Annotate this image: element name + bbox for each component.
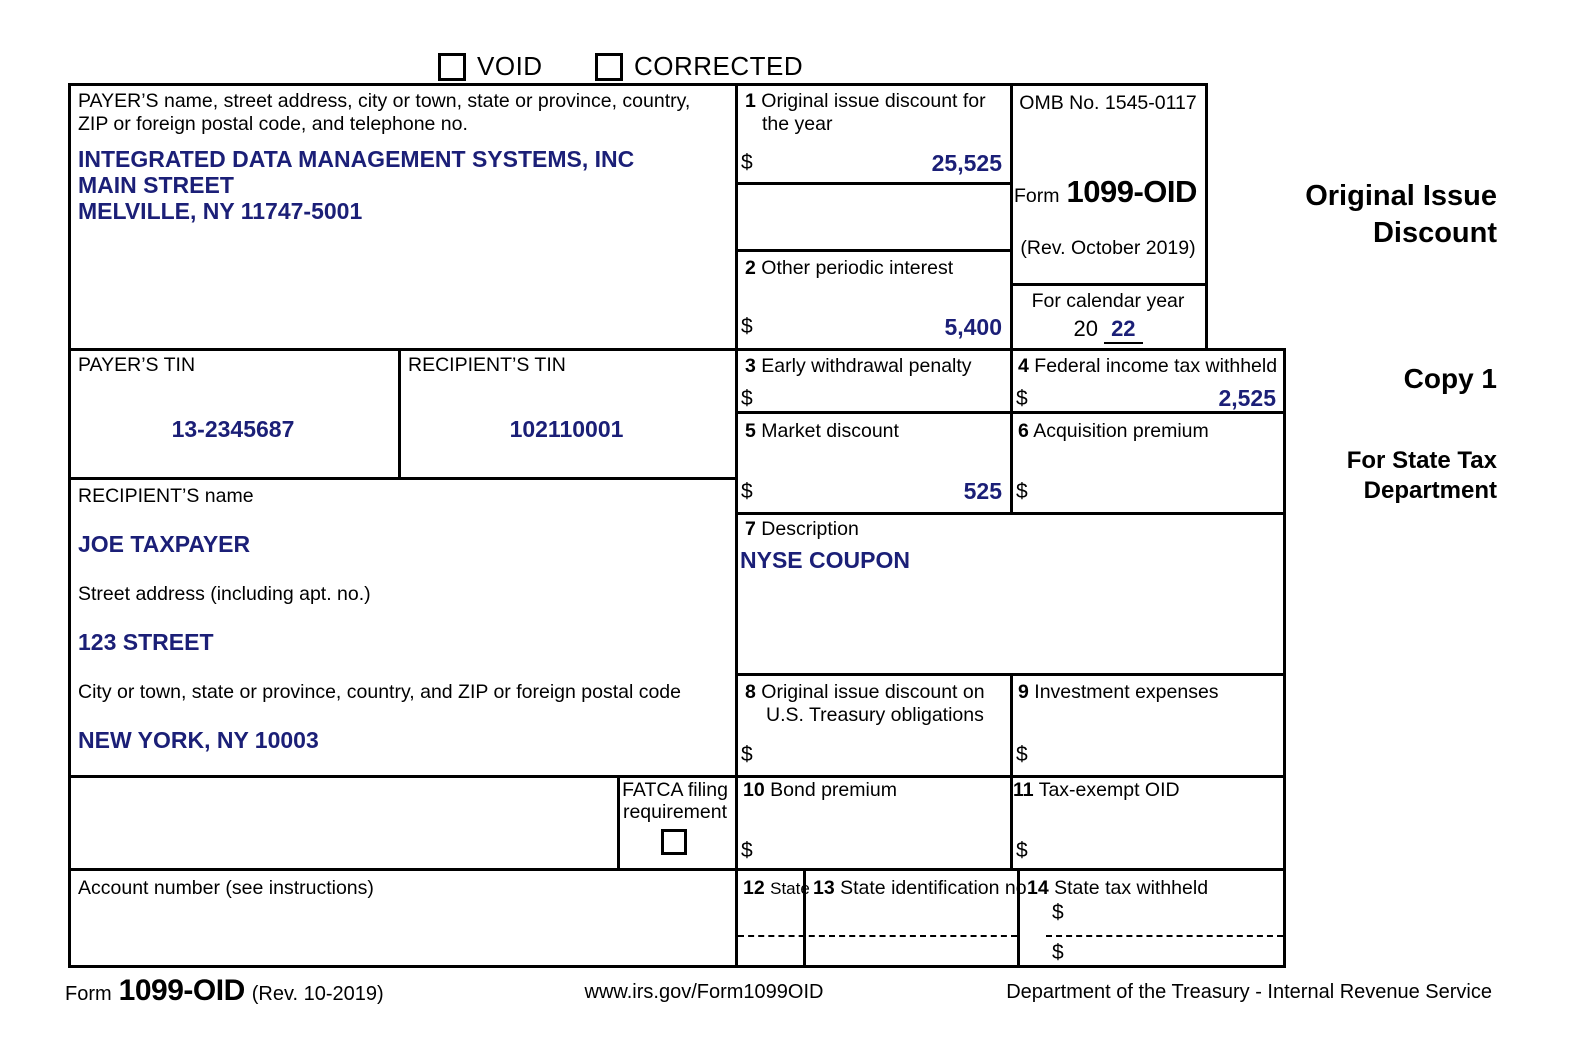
form-title-line1: Original Issue	[1305, 180, 1497, 212]
footer-revision: (Rev. 10-2019)	[251, 983, 384, 1005]
box11-dollar-sign: $	[1016, 839, 1028, 862]
box14-dollar-sign-row2: $	[1052, 941, 1064, 964]
recipient-street-value: 123 STREET	[78, 629, 214, 655]
void-checkbox[interactable]	[438, 53, 466, 81]
recipient-city-value: NEW YORK, NY 10003	[78, 727, 319, 753]
box8-dollar-sign: $	[741, 743, 753, 766]
recipient-tin-label: RECIPIENT’S TIN	[408, 354, 566, 376]
footer-form-number: 1099-OID	[118, 974, 245, 1007]
box4-dollar-sign: $	[1016, 387, 1028, 410]
footer-form-id	[65, 974, 384, 1008]
form-revision: (Rev. October 2019)	[1020, 237, 1196, 259]
box12-label: 12 State	[743, 877, 810, 899]
grid-line	[68, 348, 1286, 351]
box8-label: 8 Original issue discount on	[745, 681, 985, 703]
footer-url: www.irs.gov/Form1099OID	[584, 981, 824, 1003]
grid-line	[68, 775, 1286, 778]
box1-dollar-sign: $	[741, 151, 753, 174]
state-row-dashed-line	[738, 935, 1017, 937]
fatca-checkbox[interactable]	[661, 829, 687, 855]
omb-number: OMB No. 1545-0117	[1019, 92, 1197, 114]
box3-label: 3 Early withdrawal penalty	[745, 355, 972, 377]
fatca-label-line2: requirement	[622, 801, 728, 823]
recipient-tin-value: 102110001	[509, 416, 624, 442]
grid-line	[68, 83, 71, 968]
box6-dollar-sign: $	[1016, 480, 1028, 503]
box5-dollar-sign: $	[741, 480, 753, 503]
grid-line	[735, 182, 1010, 185]
box2-value: 5,400	[944, 314, 1002, 340]
form-title-line2: Discount	[1372, 217, 1497, 249]
recipient-city-label: City or town, state or province, country, and ZIP or foreign postal code	[78, 681, 681, 703]
box1-label-line2: the year	[762, 113, 833, 135]
payer-block-label-line1: PAYER’S name, street address, city or town, state or province, country,	[78, 90, 691, 112]
box4-value: 2,525	[1218, 385, 1276, 411]
box11-label: 11 Tax-exempt OID	[1013, 779, 1180, 801]
footer-agency: Department of the Treasury - Internal Revenue Service	[1006, 981, 1492, 1003]
grid-line	[735, 83, 738, 968]
calendar-year-value: 20 22	[1012, 316, 1204, 342]
box7-label: 7 Description	[745, 518, 859, 540]
box9-dollar-sign: $	[1016, 743, 1028, 766]
box2-label: 2 Other periodic interest	[745, 257, 954, 279]
account-number-label: Account number (see instructions)	[78, 877, 374, 899]
grid-line	[68, 868, 1286, 871]
recipient-name-value: JOE TAXPAYER	[78, 531, 251, 557]
box9-label: 9 Investment expenses	[1018, 681, 1219, 703]
box1-value: 25,525	[931, 150, 1002, 176]
payer-block-label-line2: ZIP or foreign postal code, and telephone no.	[78, 113, 468, 135]
box10-dollar-sign: $	[741, 839, 753, 862]
box13-label: 13 State identification no.	[813, 877, 1033, 899]
corrected-label: CORRECTED	[634, 51, 804, 81]
state-row-dashed-line	[1046, 935, 1283, 937]
box14-dollar-sign-row1: $	[1052, 901, 1064, 924]
copy-for-line1: For State Tax	[1346, 447, 1497, 474]
box14-label: 14 State tax withheld	[1027, 877, 1209, 899]
box2-dollar-sign: $	[741, 315, 753, 338]
payer-city-value: MELVILLE, NY 11747-5001	[78, 198, 363, 224]
calendar-year-label: For calendar year	[1031, 290, 1185, 312]
grid-line	[398, 348, 401, 480]
calendar-year-filled: 22	[1104, 316, 1142, 344]
form-word: Form	[1014, 185, 1060, 207]
box8-label-line2: U.S. Treasury obligations	[766, 704, 984, 726]
box6-label: 6 Acquisition premium	[1018, 420, 1209, 442]
grid-line	[735, 249, 1010, 252]
fatca-label-line1: FATCA filing	[622, 779, 728, 801]
recipient-name-label: RECIPIENT’S name	[78, 485, 254, 507]
payer-street-value: MAIN STREET	[78, 172, 234, 198]
box7-value: NYSE COUPON	[740, 547, 910, 573]
box3-dollar-sign: $	[741, 387, 753, 410]
form-number: 1099-OID	[1066, 174, 1197, 209]
footer-form-word: Form	[65, 983, 112, 1005]
payer-tin-label: PAYER’S TIN	[78, 354, 196, 376]
recipient-street-label: Street address (including apt. no.)	[78, 583, 371, 605]
box4-label: 4 Federal income tax withheld	[1018, 355, 1278, 377]
corrected-checkbox[interactable]	[595, 53, 623, 81]
payer-tin-value: 13-2345687	[171, 416, 295, 442]
grid-line	[68, 83, 1208, 86]
box10-label: 10 Bond premium	[743, 779, 897, 801]
box5-label: 5 Market discount	[745, 420, 899, 442]
payer-name-value: INTEGRATED DATA MANAGEMENT SYSTEMS, INC	[78, 146, 635, 172]
grid-line	[68, 477, 738, 480]
copy-for-line2: Department	[1363, 477, 1497, 504]
box5-value: 525	[963, 478, 1002, 504]
box1-label: 1 Original issue discount for	[745, 90, 986, 112]
grid-line	[1010, 673, 1013, 868]
copy-label: Copy 1	[1403, 363, 1497, 394]
grid-line	[1010, 283, 1208, 286]
grid-line	[1283, 348, 1286, 968]
void-label: VOID	[477, 51, 543, 81]
grid-line	[68, 965, 1286, 968]
